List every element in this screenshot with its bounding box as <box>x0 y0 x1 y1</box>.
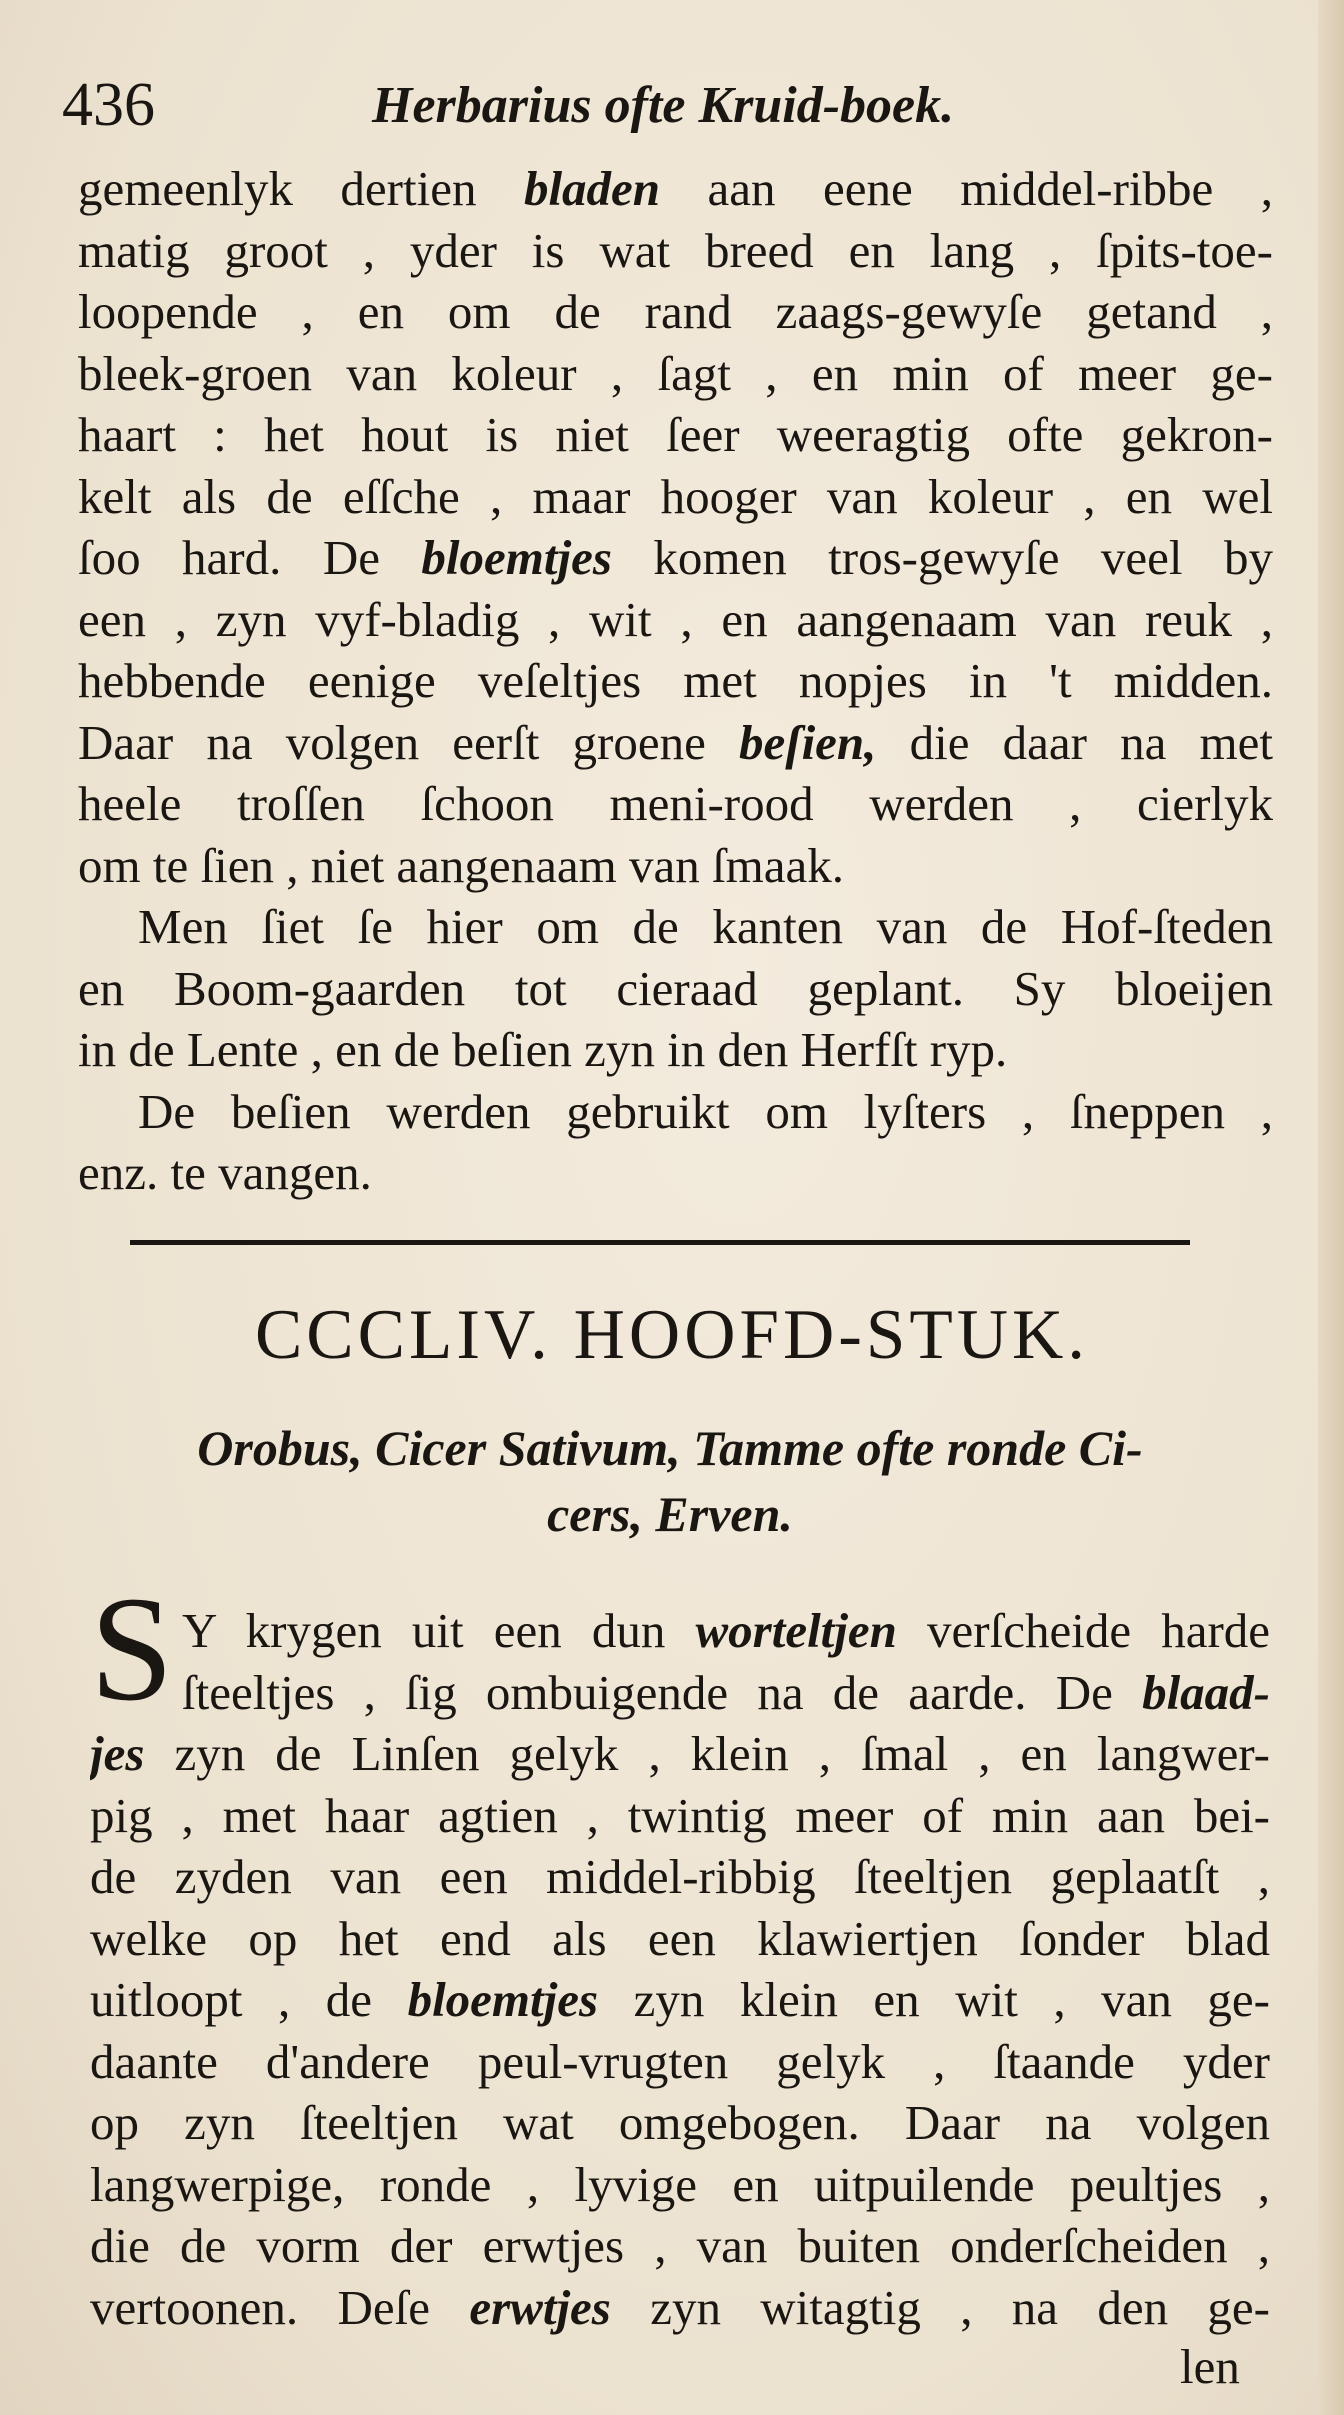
chapter-subheading-line-1: Orobus, Cicer Sativum, Tamme ofte ronde Ci- <box>197 1420 1143 1476</box>
italic-term: blaad- <box>1142 1664 1270 1720</box>
text-line <box>90 1785 1270 1847</box>
text-run: Y krygen uit een dun <box>182 1603 696 1658</box>
text-run: matig groot , yder is wat breed en lang , ſpits-toe- <box>78 222 1273 278</box>
text-line <box>90 2092 1270 2154</box>
text-run: die de vorm der erwtjes , van buiten onderſcheiden , <box>90 2218 1270 2273</box>
text-line <box>78 220 1273 282</box>
text-run: verſcheide harde <box>896 1603 1270 1658</box>
text-line <box>78 958 1273 1020</box>
text-run: Daar na volgen eerſt groene <box>78 714 739 770</box>
text-run: hebbende eenige veſeltjes met nopjes in 't midden. <box>78 653 1273 708</box>
text-run: pig , met haar agtien , twintig meer of min aan bei- <box>90 1787 1270 1843</box>
text-line <box>78 835 1273 897</box>
section-1-text <box>78 158 1273 1204</box>
text-run: komen tros-gewyſe veel by <box>611 530 1273 585</box>
text-run: welke op het end als een klawiertjen ſonder blad <box>90 1910 1270 1966</box>
chapter-subheading-line-2: cers, Erven. <box>547 1486 793 1542</box>
italic-term: jes <box>90 1726 145 1781</box>
text-line <box>90 2031 1270 2093</box>
text-line <box>90 1723 1270 1785</box>
drop-cap-letter: S <box>90 1566 174 1732</box>
text-line <box>78 158 1273 220</box>
running-title: Herbarius ofte Kruid-boek. <box>372 77 955 134</box>
text-line <box>78 650 1273 712</box>
text-line <box>90 1846 1270 1908</box>
text-run: om te ſien , niet aangenaam van ſmaak. <box>78 837 845 893</box>
italic-term: bloemtjes <box>407 1972 599 2027</box>
italic-term: erwtjes <box>469 2279 611 2335</box>
catchword: len <box>1180 2339 1240 2394</box>
text-line <box>78 527 1273 589</box>
text-run: Men ſiet ſe hier om de kanten van de Hof-ſteden <box>138 899 1273 954</box>
text-line <box>90 1908 1270 1970</box>
text-line <box>90 1662 1270 1724</box>
italic-term: worteltjen <box>695 1603 897 1658</box>
text-run: zyn klein en wit , van ge- <box>598 1972 1270 2027</box>
text-run: de zyden van een middel-ribbig ſteeltjen geplaatſt , <box>90 1849 1270 1904</box>
text-line <box>78 1142 1273 1204</box>
text-run: enz. te vangen. <box>78 1145 372 1200</box>
text-line <box>78 1019 1273 1081</box>
page-header <box>62 70 1062 140</box>
text-run: ſteeltjes , ſig ombuigende na de aarde. De <box>182 1664 1143 1720</box>
text-run: bleek-groen van koleur , ſagt , en min of meer ge- <box>78 345 1273 401</box>
chapter-heading: CCCLIV. HOOFD-STUK. <box>254 1296 1090 1374</box>
section-divider-rule <box>130 1240 1190 1245</box>
text-line <box>90 1969 1270 2031</box>
page-edge-shadow <box>1318 0 1344 2415</box>
text-line <box>78 343 1273 405</box>
text-run: aan eene middel-ribbe , <box>660 161 1273 216</box>
text-line <box>78 712 1273 774</box>
text-line <box>78 896 1273 958</box>
text-run: die daar na met <box>876 714 1273 770</box>
text-line <box>90 2277 1270 2339</box>
text-run: gemeenlyk dertien <box>78 161 524 216</box>
text-run: heele troſſen ſchoon meni-rood werden , cierlyk <box>78 776 1273 831</box>
text-run: daante d'andere peul-vrugten gelyk , ſtaande yder <box>90 2033 1270 2089</box>
section-2-text <box>90 1600 1270 2338</box>
text-run: op zyn ſteeltjen wat omgebogen. Daar na volgen <box>90 2095 1270 2150</box>
text-run: De beſien werden gebruikt om lyſters , ſneppen , <box>138 1083 1273 1139</box>
text-line <box>78 1081 1273 1143</box>
page-number: 436 <box>62 71 155 139</box>
text-run: vertoonen. Deſe <box>90 2279 470 2335</box>
text-line <box>90 2215 1270 2277</box>
italic-term: beſien, <box>739 714 877 770</box>
text-run: uitloopt , de <box>90 1972 408 2027</box>
text-run: een , zyn vyf-bladig , wit , en aangenaam van reuk , <box>78 591 1273 647</box>
text-run: en Boom-gaarden tot cieraad geplant. Sy bloeijen <box>78 960 1273 1016</box>
text-line <box>78 466 1273 528</box>
text-line <box>78 281 1273 343</box>
text-run: loopende , en om de rand zaags-gewyſe getand , <box>78 284 1273 339</box>
text-run: langwerpige, ronde , lyvige en uitpuilende peultjes , <box>90 2156 1270 2212</box>
text-line <box>78 773 1273 835</box>
text-run: kelt als de eſſche , maar hooger van koleur , en wel <box>78 468 1273 524</box>
text-line <box>90 1600 1270 1662</box>
text-run: zyn de Linſen gelyk , klein , ſmal , en langwer- <box>144 1726 1270 1781</box>
text-run: in de Lente , en de beſien zyn in den Herfſt ryp. <box>78 1022 1008 1077</box>
italic-term: bladen <box>523 161 661 216</box>
text-line <box>78 404 1273 466</box>
text-line <box>78 589 1273 651</box>
text-run: haart : het hout is niet ſeer weeragtig ofte gekron- <box>78 407 1273 462</box>
italic-term: bloemtjes <box>421 530 612 585</box>
text-run: zyn witagtig , na den ge- <box>610 2279 1270 2335</box>
text-run: ſoo hard. De <box>78 530 422 585</box>
text-line <box>90 2154 1270 2216</box>
